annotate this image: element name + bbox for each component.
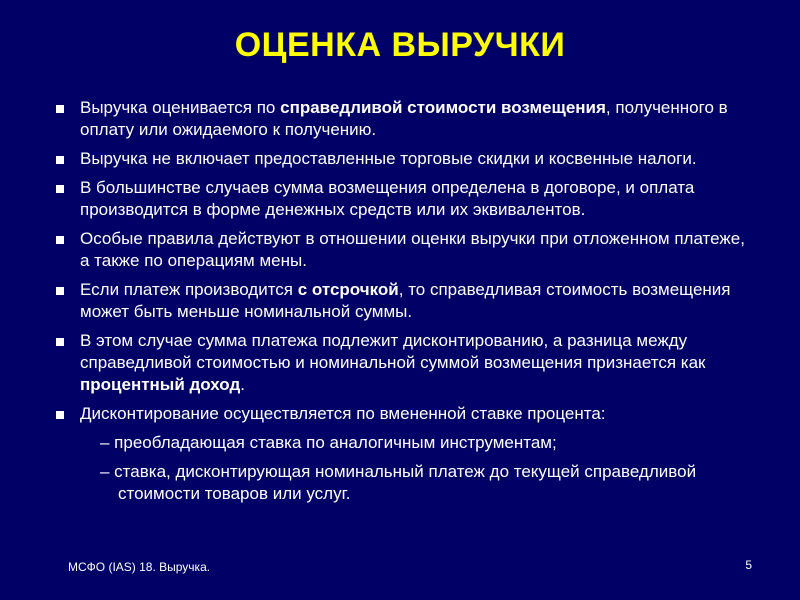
bullet-text: Выручка не включает предоставленные торговые скидки и косвенные налоги.: [80, 149, 697, 168]
bullet-item: [54, 330, 754, 396]
square-bullet-icon: [56, 156, 64, 164]
slide-title: ОЦЕНКА ВЫРУЧКИ: [234, 26, 566, 64]
bullet-text: , то справедливая стоимость возмещения может быть меньше номинальной суммы.: [80, 280, 731, 321]
bullet-text: , полученного в оплату или ожидаемого к получению.: [80, 98, 728, 139]
bullet-text: .: [240, 375, 245, 394]
bullet-text: Особые правила действуют в отношении оценки выручки при отложенном платеже, а также по операциям мены.: [80, 229, 745, 270]
bullet-item: [54, 403, 754, 425]
bullet-bold-text: с отсрочкой: [297, 280, 399, 299]
square-bullet-icon: [56, 287, 64, 295]
bullet-text: Если платеж производится: [80, 280, 298, 299]
square-bullet-icon: [56, 185, 64, 193]
square-bullet-icon: [56, 236, 64, 244]
page-number: 5: [745, 558, 752, 572]
bullet-item: [54, 148, 754, 170]
sub-item: – ставка, дисконтирующая номинальный платеж до текущей справедливой стоимости товаров или услуг.: [100, 462, 697, 503]
bullet-bold-text: процентный доход: [80, 375, 241, 394]
bullet-text: Выручка оценивается по: [80, 98, 281, 117]
bullet-list: [54, 97, 754, 512]
square-bullet-icon: [56, 105, 64, 113]
bullet-bold-text: справедливой стоимости возмещения: [280, 98, 606, 117]
bullet-text: Дисконтирование осуществляется по вмененной ставке процента:: [80, 404, 606, 423]
bullet-item: [54, 279, 754, 323]
square-bullet-icon: [56, 338, 64, 346]
bullet-item: [54, 228, 754, 272]
bullet-item: [54, 97, 754, 141]
sub-item: – преобладающая ставка по аналогичным инструментам;: [100, 433, 557, 452]
bullet-text: В большинстве случаев сумма возмещения определена в договоре, и оплата производится в форме денежных средств или их эквивалентов.: [80, 178, 695, 219]
square-bullet-icon: [56, 411, 64, 419]
bullet-item: [54, 177, 754, 221]
bullet-text: В этом случае сумма платежа подлежит дисконтированию, а разница между справедливой стоимостью и номинальной суммой возмещения признается как: [80, 331, 706, 372]
slide-footer: МСФО (IAS) 18. Выручка.: [68, 560, 211, 574]
